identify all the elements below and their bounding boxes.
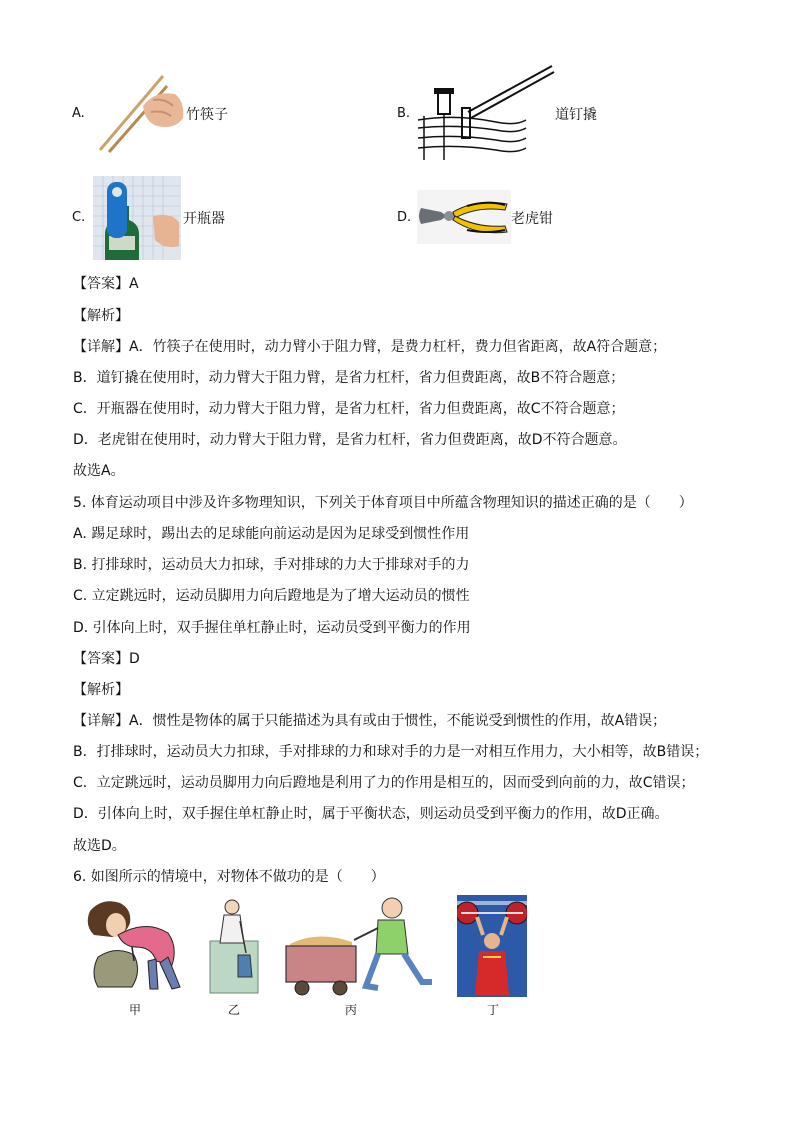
q5-stem: 5. 体育运动项目中涉及许多物理知识，下列关于体育项目中所蕴含物理知识的描述正确的是（ ） [73, 495, 693, 511]
figure-bing-image [282, 896, 434, 996]
q4-analysis-line-1: 【详解】A．竹筷子在使用时，动力臂小于阻力臂，是费力杠杆，费力但省距离，故A符合题意； [73, 339, 667, 355]
spike-puller-image [416, 64, 556, 164]
bottle-opener-image [93, 176, 181, 260]
q4-analysis-title: 【解析】 [73, 308, 129, 324]
option-letter-c: C. [72, 210, 86, 225]
figure-caption-yi: 乙 [228, 1003, 241, 1017]
figure-caption-ding: 丁 [487, 1003, 500, 1017]
q5-analysis-line-3: C．立定跳远时，运动员脚用力向后蹬地是利用了力的作用是相互的，因而受到向前的力，故C错误； [73, 775, 695, 791]
option-letter-d: D. [397, 210, 412, 225]
option-label-a: 竹筷子 [186, 107, 228, 123]
q5-analysis-line-1: 【详解】A．惯性是物体的属于只能描述为具有或由于惯性，不能说受到惯性的作用，故A错误； [73, 713, 667, 729]
option-label-c: 开瓶器 [183, 211, 225, 227]
q5-option-d: D. 引体向上时，双手握住单杠静止时，运动员受到平衡力的作用 [73, 620, 471, 636]
q6-stem: 6. 如图所示的情境中，对物体不做功的是（ ） [73, 869, 385, 885]
q4-analysis-line-2: B．道钉撬在使用时，动力臂大于阻力臂，是省力杠杆，省力但费距离，故B不符合题意； [73, 370, 625, 386]
figure-caption-jia: 甲 [129, 1003, 142, 1017]
q4-answer: 【答案】A [73, 276, 139, 292]
q5-conclusion: 故选D。 [73, 838, 126, 854]
q4-conclusion: 故选A。 [73, 463, 125, 479]
q5-answer: 【答案】D [73, 651, 140, 667]
q5-option-a: A. 踢足球时，踢出去的足球能向前运动是因为足球受到惯性作用 [73, 526, 470, 542]
option-letter-b: B. [397, 106, 411, 121]
q5-option-b: B. 打排球时，运动员大力扣球，手对排球的力大于排球对手的力 [73, 557, 470, 573]
option-label-d: 老虎钳 [511, 211, 553, 227]
q4-analysis-line-4: D．老虎钳在使用时，动力臂大于阻力臂，是省力杠杆，省力但费距离，故D不符合题意。 [73, 432, 627, 448]
option-letter-a: A. [72, 106, 85, 121]
pliers-image [417, 190, 511, 244]
q5-analysis-line-2: B．打排球时，运动员大力扣球，手对排球的力和球对手的力是一对相互作用力，大小相等，故B错误； [73, 744, 709, 760]
q5-option-c: C. 立定跳远时，运动员脚用力向后蹬地是为了增大运动员的惯性 [73, 588, 470, 604]
q5-analysis-title: 【解析】 [73, 682, 129, 698]
figure-yi-image [206, 897, 262, 995]
figure-caption-bing: 丙 [345, 1003, 358, 1017]
chopsticks-image [95, 72, 185, 154]
figure-ding-image [457, 895, 527, 997]
q4-analysis-line-3: C．开瓶器在使用时，动力臂大于阻力臂，是省力杠杆，省力但费距离，故C不符合题意； [73, 401, 625, 417]
figure-jia-image [76, 895, 188, 995]
q5-analysis-line-4: D．引体向上时，双手握住单杠静止时，属于平衡状态，则运动员受到平衡力的作用，故D正确。 [73, 806, 669, 822]
option-label-b: 道钉撬 [555, 107, 597, 123]
